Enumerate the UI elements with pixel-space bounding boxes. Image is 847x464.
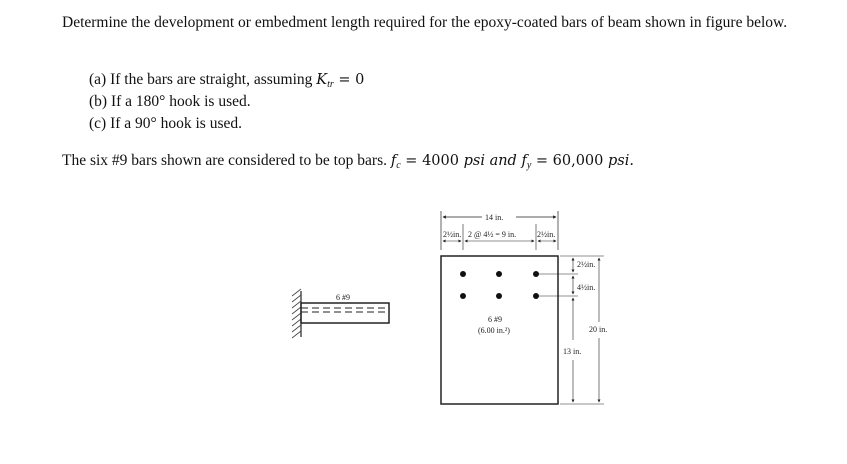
rebar-group	[460, 271, 539, 299]
ktr-subscript: tr	[327, 79, 334, 90]
psi-text: psi.	[608, 153, 634, 169]
fy-symbol: f	[521, 153, 527, 169]
case-c-label: (c)	[89, 115, 107, 132]
problem-statement: Determine the development or embedment length required for the epoxy-coated bars of beam shown in figure below.	[62, 14, 788, 31]
rebar-4	[460, 293, 466, 299]
right-cover-label: 2½in.	[537, 230, 556, 239]
section-area-label: (6.00 in.²)	[478, 326, 510, 335]
fc-value: = 4000	[400, 153, 464, 169]
rebar-5	[496, 293, 502, 299]
rebar-2	[496, 271, 502, 277]
fc-subscript: c	[396, 160, 401, 171]
case-b-text: If a 180° hook is used.	[110, 93, 251, 110]
fy-subscript: y	[526, 160, 532, 171]
width-label: 14 in.	[485, 213, 504, 222]
bar-spacing-label: 2 @ 4½ = 9 in.	[468, 230, 517, 239]
rebar-1	[460, 271, 466, 277]
top-bars-note: The six #9 bars shown are considered to be top bars.	[62, 152, 387, 169]
total-depth-label: 20 in.	[589, 325, 608, 334]
ktr-symbol: K	[316, 72, 328, 88]
effective-depth-label: 13 in.	[563, 347, 582, 356]
wall-support	[292, 289, 301, 338]
spacing-dimension	[443, 224, 556, 250]
fy-value: = 60,000	[531, 153, 608, 169]
case-c-text: If a 90° hook is used.	[110, 115, 242, 132]
case-a-label: (a)	[89, 71, 107, 88]
rebar-3	[533, 271, 539, 277]
psi-and-text: psi and	[463, 153, 522, 169]
top-cover-label: 2½in.	[577, 260, 596, 269]
beam-elevation	[301, 303, 389, 323]
elevation-bar-label: 6 #9	[336, 293, 350, 302]
case-b-label: (b)	[89, 93, 108, 110]
fc-symbol: f	[390, 153, 397, 169]
case-a-text: If the bars are straight, assuming	[110, 71, 313, 88]
section-bar-label: 6 #9	[488, 315, 502, 324]
depth-dimensions	[539, 256, 607, 404]
rebar-6	[533, 293, 539, 299]
ktr-value: = 0	[333, 72, 365, 88]
layer-spacing-label: 4½in.	[577, 283, 596, 292]
left-cover-label: 2½in.	[443, 230, 462, 239]
